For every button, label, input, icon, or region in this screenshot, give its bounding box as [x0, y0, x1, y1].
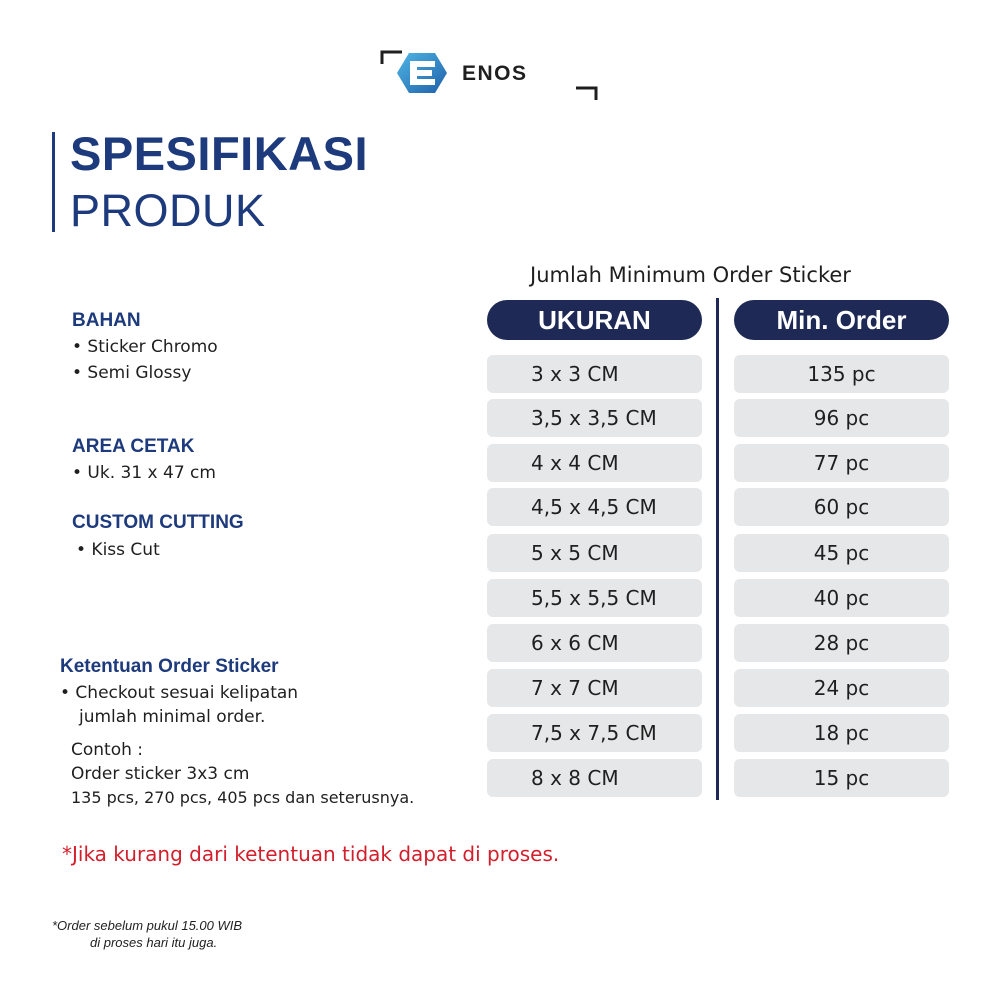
- bahan-item: • Semi Glossy: [72, 363, 192, 383]
- warning-text: *Jika kurang dari ketentuan tidak dapat di proses.: [62, 842, 560, 866]
- size-cell: 3,5 x 3,5 CM: [487, 399, 702, 437]
- ketentuan-bullet-line: • Checkout sesuai kelipatan: [60, 683, 299, 703]
- example-label: Contoh :: [71, 740, 144, 760]
- example-line: 135 pcs, 270 pcs, 405 pcs dan seterusnya.: [71, 788, 415, 807]
- size-cell: 5,5 x 5,5 CM: [487, 579, 702, 617]
- table-divider: [716, 298, 719, 800]
- min-order-cell: 18 pc: [734, 714, 949, 752]
- min-order-cell: 24 pc: [734, 669, 949, 707]
- size-cell: 7 x 7 CM: [487, 669, 702, 707]
- example-line: Order sticker 3x3 cm: [71, 764, 250, 784]
- brand-name: ENOS: [462, 62, 528, 85]
- page-subtitle: PRODUK: [70, 185, 266, 236]
- size-cell: 6 x 6 CM: [487, 624, 702, 662]
- min-order-cell: 45 pc: [734, 534, 949, 572]
- min-order-cell: 96 pc: [734, 399, 949, 437]
- table-title: Jumlah Minimum Order Sticker: [530, 263, 851, 287]
- min-order-cell: 135 pc: [734, 355, 949, 393]
- min-order-cell: 60 pc: [734, 488, 949, 526]
- custom-cutting-item: • Kiss Cut: [76, 540, 160, 560]
- size-cell: 8 x 8 CM: [487, 759, 702, 797]
- bahan-heading: BAHAN: [72, 310, 141, 331]
- min-order-cell: 28 pc: [734, 624, 949, 662]
- ketentuan-heading: Ketentuan Order Sticker: [60, 656, 279, 677]
- ketentuan-bullet-line: jumlah minimal order.: [79, 707, 266, 727]
- page-title: SPESIFIKASI: [70, 127, 369, 180]
- area-cetak-heading: AREA CETAK: [72, 436, 195, 457]
- size-cell: 5 x 5 CM: [487, 534, 702, 572]
- custom-cutting-heading: CUSTOM CUTTING: [72, 512, 244, 533]
- title-accent-bar: [52, 132, 55, 232]
- size-cell: 4,5 x 4,5 CM: [487, 488, 702, 526]
- order-note-line: *Order sebelum pukul 15.00 WIB: [52, 918, 243, 933]
- bahan-item: • Sticker Chromo: [72, 337, 218, 357]
- area-cetak-item: • Uk. 31 x 47 cm: [72, 463, 216, 483]
- min-order-cell: 77 pc: [734, 444, 949, 482]
- order-note-line: di proses hari itu juga.: [90, 935, 218, 950]
- size-cell: 4 x 4 CM: [487, 444, 702, 482]
- header-min-order: Min. Order: [734, 300, 949, 340]
- min-order-cell: 15 pc: [734, 759, 949, 797]
- size-cell: 7,5 x 7,5 CM: [487, 714, 702, 752]
- size-cell: 3 x 3 CM: [487, 355, 702, 393]
- header-ukuran: UKURAN: [487, 300, 702, 340]
- min-order-cell: 40 pc: [734, 579, 949, 617]
